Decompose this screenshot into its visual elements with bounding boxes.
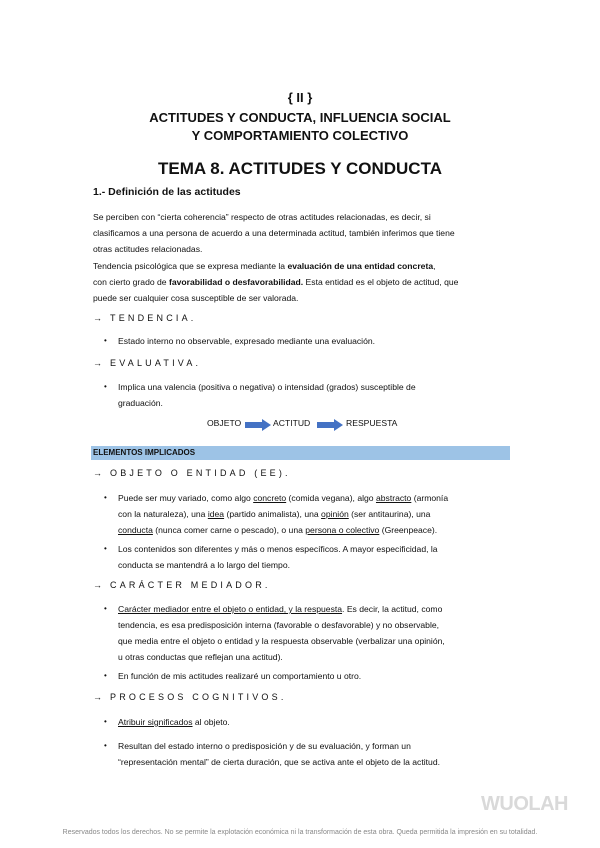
text-line: que media entre el objeto o entidad y la respuesta observable (verbalizar una opinión, (118, 636, 445, 646)
underlined-text: idea (207, 509, 225, 519)
text-run: . Es decir, la actitud, como (342, 604, 443, 614)
underlined-text: Atribuir significados (118, 717, 193, 727)
text-run: (nunca comer carne o pescado), o una (152, 525, 306, 535)
bullet-icon: • (104, 671, 107, 680)
flow-step-objeto: OBJETO (207, 418, 242, 428)
text-line: conducta se mantendrá a lo largo del tiempo. (118, 560, 290, 570)
text-line: graduación. (118, 398, 163, 408)
flow-step-respuesta: RESPUESTA (346, 418, 398, 428)
text-line: u otras conductas que reflejan una actitud). (118, 652, 283, 662)
arrow-right-icon: → (93, 692, 102, 702)
underlined-text: opinión (321, 509, 349, 519)
text-line (118, 714, 500, 730)
bullet-icon: • (104, 544, 107, 553)
flow-step-actitud: ACTITUD (273, 418, 311, 428)
text-line: tendencia, es esa predisposición interna (favorable o desfavorable) y no observable, (118, 620, 440, 630)
bullet-icon: • (104, 336, 107, 345)
list-item (104, 541, 500, 573)
text-run: con cierto grado de (93, 277, 169, 287)
text-run: Esta entidad es el objeto de actitud, que (303, 277, 459, 287)
underlined-text: persona o colectivo (305, 525, 380, 535)
section-band-elementos: ELEMENTOS IMPLICADOS (91, 446, 510, 460)
list-item (104, 333, 500, 349)
wuolah-watermark: WUOLAH (481, 793, 568, 815)
text-line: En función de mis actitudes realizaré un comportamiento u otro. (118, 671, 362, 681)
bullet-icon: • (104, 382, 107, 391)
heading-tendencia (93, 313, 197, 323)
text-line (93, 274, 505, 290)
text-line: clasificamos a una persona de acuerdo a una determinada actitud, también inferimos que tiene (93, 228, 455, 238)
text-run: , (433, 261, 436, 271)
copyright-footer: Reservados todos los derechos. No se permite la explotación económica ni la transformación de esta obra. Queda permitida la impresión en su totalidad. (62, 829, 538, 836)
heading-caracter-mediador (93, 580, 271, 590)
arrow-right-icon: → (93, 358, 102, 368)
text-line: puede ser cualquier cosa susceptible de ser valorada. (93, 293, 299, 303)
paragraph-tendencia-psicologica (93, 258, 505, 306)
underlined-text: abstracto (375, 493, 412, 503)
text-run: Tendencia psicológica que se expresa mediante la (93, 261, 288, 271)
heading-label: TENDENCIA. (110, 313, 197, 323)
list-item (104, 379, 500, 411)
bullet-icon: • (104, 493, 107, 502)
underlined-text: conducta (118, 525, 153, 535)
text-run: al objeto. (192, 717, 230, 727)
bold-text: evaluación de una entidad concreta (287, 261, 434, 271)
arrow-right-icon: → (93, 468, 102, 478)
text-line: Estado interno no observable, expresado mediante una evaluación. (118, 336, 376, 346)
text-run: (ser antitaurina), una (348, 509, 431, 519)
text-run: con la naturaleza), una (118, 509, 208, 519)
text-run: (armonía (411, 493, 449, 503)
flow-arrow-icon (317, 419, 343, 431)
list-item (104, 668, 500, 684)
underlined-text: concreto (253, 493, 287, 503)
text-line (118, 601, 500, 617)
heading-label: CARÁCTER MEDIADOR. (110, 580, 271, 590)
arrow-right-icon: → (93, 313, 102, 323)
block-title (0, 109, 600, 145)
list-item (104, 738, 500, 770)
text-line: Resultan del estado interno o predisposición y de su evaluación, y forman un (118, 741, 411, 751)
bold-text: favorabilidad o desfavorabilidad. (168, 277, 304, 287)
heading-label: OBJETO O ENTIDAD (EE). (110, 468, 291, 478)
block-title-line1: ACTITUDES Y CONDUCTA, INFLUENCIA SOCIAL (149, 110, 451, 125)
underlined-text: Carácter mediador entre el objeto o entidad, y la respuesta (118, 604, 343, 614)
part-number: { II } (287, 90, 313, 105)
text-line: otras actitudes relacionadas. (93, 244, 203, 254)
paragraph-coherencia (93, 209, 505, 257)
text-run: (Greenpeace). (379, 525, 438, 535)
heading-evaluativa (93, 358, 201, 368)
text-line: Los contenidos son diferentes y más o menos específicos. A mayor especificidad, la (118, 544, 438, 554)
list-item (104, 490, 500, 538)
flow-diagram (0, 418, 600, 432)
list-item (104, 601, 500, 665)
text-line (93, 258, 505, 274)
section-heading: 1.- Definición de las actitudes (93, 186, 241, 198)
block-title-line2: Y COMPORTAMIENTO COLECTIVO (191, 128, 409, 143)
bullet-icon: • (104, 717, 107, 726)
heading-procesos-cognitivos (93, 692, 287, 702)
arrow-right-icon: → (93, 580, 102, 590)
heading-label: EVALUATIVA. (110, 358, 202, 368)
flow-arrow-icon (245, 419, 271, 431)
text-line: “representación mental” de cierta duración, que se activa ante el objeto de la actitud. (118, 757, 440, 767)
text-line: Se perciben con “cierta coherencia” respecto de otras actitudes relacionadas, es decir, si (93, 212, 431, 222)
list-item (104, 714, 500, 730)
text-run: (partido animalista), una (224, 509, 322, 519)
tema-title: TEMA 8. ACTITUDES Y CONDUCTA (158, 159, 442, 178)
text-run: (comida vegana), algo (286, 493, 376, 503)
text-run: Puede ser muy variado, como algo (118, 493, 254, 503)
text-line: Implica una valencia (positiva o negativa) o intensidad (grados) susceptible de (118, 382, 416, 392)
text-line (118, 490, 500, 506)
bullet-icon: • (104, 741, 107, 750)
heading-label: PROCESOS COGNITIVOS. (110, 692, 287, 702)
text-line (118, 506, 500, 522)
heading-objeto-entidad (93, 468, 291, 478)
bullet-icon: • (104, 604, 107, 613)
text-line (118, 522, 500, 538)
